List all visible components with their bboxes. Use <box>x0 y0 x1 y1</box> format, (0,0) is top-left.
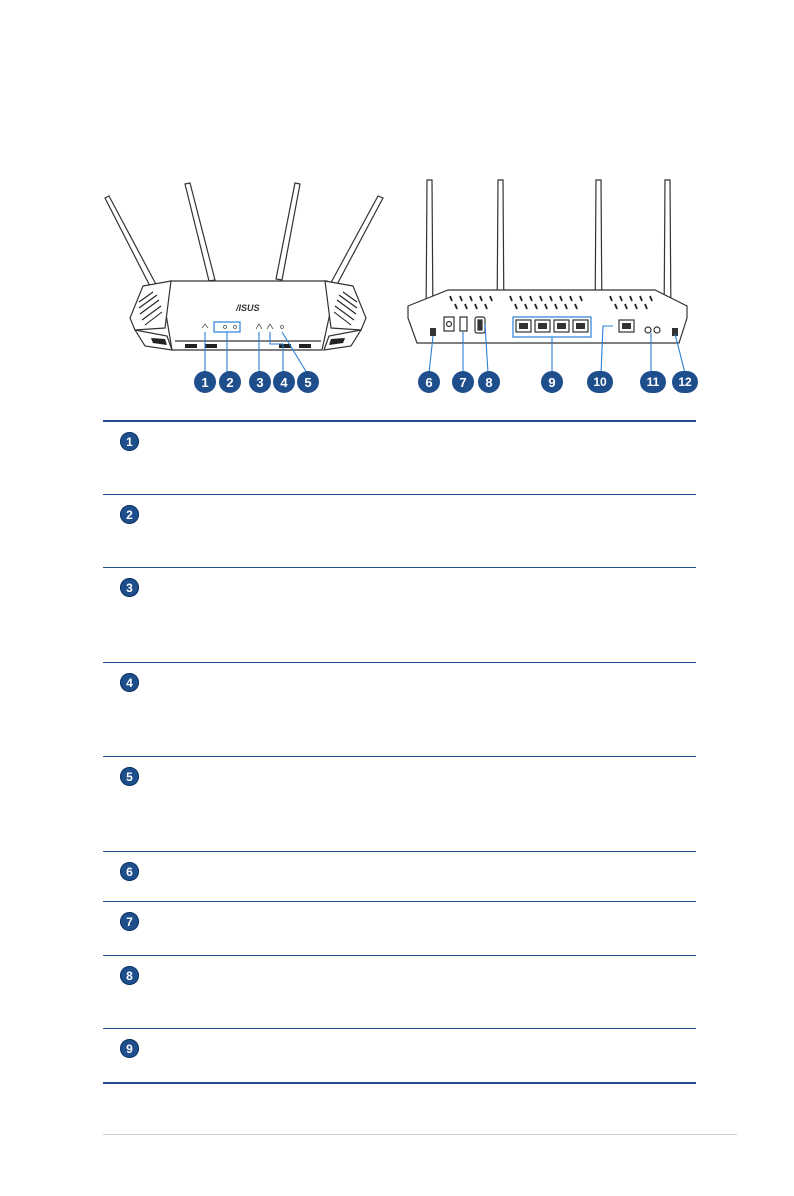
asus-logo: /ISUS <box>236 303 260 313</box>
legend-row <box>103 663 696 757</box>
callout-layer <box>95 178 705 403</box>
callout-8: 8 <box>478 371 500 393</box>
callout-9: 9 <box>541 371 563 393</box>
legend-row <box>103 852 696 902</box>
legend-row <box>103 902 696 956</box>
callout-7: 7 <box>452 371 474 393</box>
legend-number-badge: 8 <box>120 966 139 985</box>
legend-row <box>103 757 696 852</box>
router-illustration <box>95 178 705 403</box>
callout-3: 3 <box>249 371 271 393</box>
legend-row <box>103 956 696 1029</box>
legend-number-badge: 1 <box>120 432 139 451</box>
callout-6: 6 <box>418 371 440 393</box>
legend-number-badge: 3 <box>120 578 139 597</box>
callout-12: 12 <box>672 371 698 393</box>
callout-5: 5 <box>297 371 319 393</box>
callout-1: 1 <box>194 371 216 393</box>
callout-2: 2 <box>219 371 241 393</box>
legend-number-badge: 5 <box>120 767 139 786</box>
callout-10: 10 <box>587 371 613 393</box>
callout-4: 4 <box>273 371 295 393</box>
legend-number-badge: 2 <box>120 505 139 524</box>
legend-row <box>103 422 696 495</box>
legend-row <box>103 495 696 568</box>
legend-row <box>103 568 696 663</box>
legend-row <box>103 1029 696 1084</box>
legend-table <box>103 420 696 1084</box>
footer-rule <box>103 1134 737 1135</box>
legend-number-badge: 6 <box>120 862 139 881</box>
callout-11: 11 <box>640 371 666 393</box>
legend-number-badge: 7 <box>120 912 139 931</box>
legend-number-badge: 9 <box>120 1039 139 1058</box>
legend-number-badge: 4 <box>120 673 139 692</box>
